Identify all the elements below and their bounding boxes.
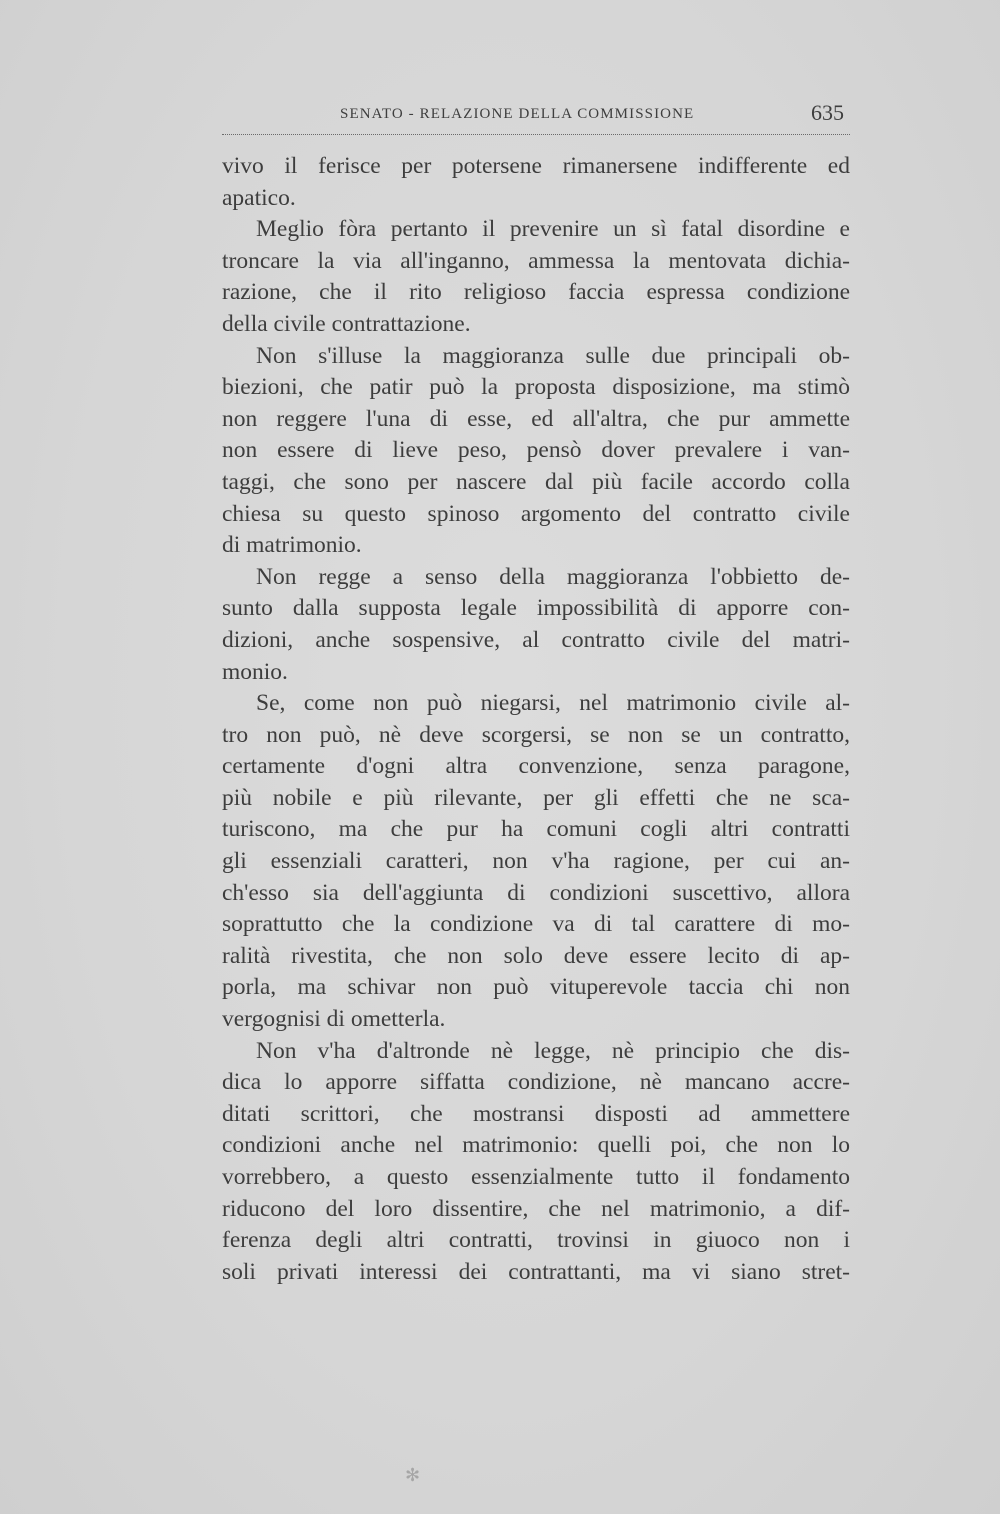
text-line: vergognisi di ometterla. — [222, 1006, 446, 1033]
text-line: ferenza degli altri contratti, trovinsi in giuoco non i — [222, 1227, 850, 1254]
text-line: Non regge a senso della maggioranza l'obbietto de- — [256, 563, 850, 590]
text-line: della civile contrattazione. — [222, 310, 471, 337]
text-line: troncare la via all'inganno, ammessa la mentovata dichia- — [222, 247, 850, 274]
text-line: tro non può, nè deve scorgersi, se non se un contratto, — [222, 721, 850, 748]
text-line: ditati scrittori, che mostransi disposti ad ammettere — [222, 1100, 850, 1127]
text-line: riducono del loro dissentire, che nel matrimonio, a dif- — [222, 1195, 850, 1222]
text-line: di matrimonio. — [222, 532, 362, 559]
text-line: taggi, che sono per nascere dal più facile accordo colla — [222, 468, 850, 495]
text-line: non reggere l'una di esse, ed all'altra, che pur ammette — [222, 405, 850, 432]
text-line: porla, ma schivar non può vituperevole taccia chi non — [222, 974, 850, 1001]
paper-stain: ✻ — [405, 1465, 421, 1486]
text-line: turiscono, ma che pur ha comuni cogli altri contratti — [222, 816, 850, 843]
running-head-title: SENATO - RELAZIONE DELLA COMMISSIONE — [340, 106, 695, 122]
text-line: vorrebbero, a questo essenzialmente tutto il fondamento — [222, 1164, 850, 1190]
text-line: Non v'ha d'altronde nè legge, nè principio che dis- — [256, 1037, 850, 1064]
text-line: gli essenziali caratteri, non v'ha ragione, per cui an- — [222, 848, 850, 875]
text-line: Se, come non può niegarsi, nel matrimonio civile al- — [256, 690, 850, 717]
text-line: razione, che il rito religioso faccia espressa condizione — [222, 279, 850, 306]
text-line: soprattutto che la condizione va di tal carattere di mo- — [222, 911, 850, 938]
text-line: non essere di lieve peso, pensò dover prevalere i van- — [222, 437, 850, 464]
text-line: biezioni, che patir può la proposta disposizione, ma stimò — [222, 374, 850, 401]
text-line: Meglio fòra pertanto il prevenire un sì fatal disordine e — [256, 216, 850, 243]
text-line: monio. — [222, 658, 288, 685]
running-head — [222, 100, 850, 132]
text-line: Non s'illuse la maggioranza sulle due principali ob- — [256, 342, 850, 369]
text-line: sunto dalla supposta legale impossibilità di apporre con- — [222, 595, 850, 622]
page-number: 635 — [811, 100, 844, 125]
text-line: dizioni, anche sospensive, al contratto civile del matri- — [222, 626, 850, 653]
text-line: dica lo apporre siffatta condizione, nè mancano accre- — [222, 1069, 850, 1096]
text-line: certamente d'ogni altra convenzione, senza paragone, — [222, 753, 850, 780]
header-rule — [222, 134, 850, 135]
text-line: condizioni anche nel matrimonio: quelli poi, che non lo — [222, 1132, 850, 1159]
body-text — [222, 151, 850, 1288]
text-line: vivo il ferisce per potersene rimanersene indifferente ed — [222, 153, 850, 179]
text-line: ralità rivestita, che non solo deve essere lecito di ap- — [222, 942, 850, 969]
text-line: apatico. — [222, 184, 296, 211]
text-line: ch'esso sia dell'aggiunta di condizioni suscettivo, allora — [222, 879, 850, 906]
text-line: soli privati interessi dei contrattanti, ma vi siano stret- — [222, 1258, 850, 1285]
text-line: più nobile e più rilevante, per gli effetti che ne sca- — [222, 784, 850, 811]
text-line: chiesa su questo spinoso argomento del contratto civile — [222, 500, 850, 527]
